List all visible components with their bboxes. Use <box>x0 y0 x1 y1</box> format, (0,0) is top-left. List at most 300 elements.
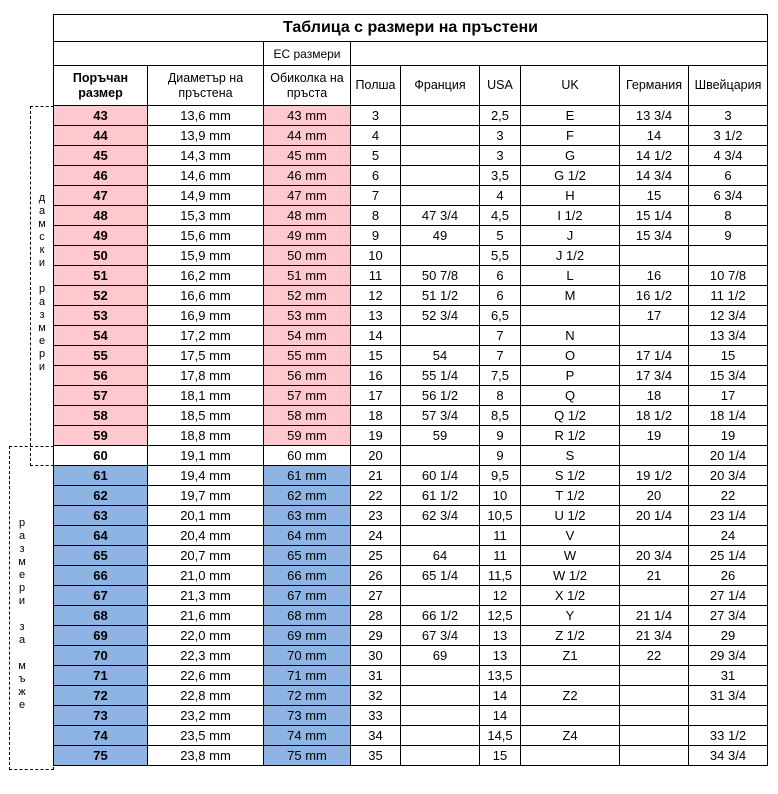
cell-uk: I 1/2 <box>521 206 620 226</box>
cell-germany <box>620 746 689 766</box>
cell-ordered-size: 63 <box>54 506 148 526</box>
cell-germany: 17 <box>620 306 689 326</box>
cell-ordered-size: 45 <box>54 146 148 166</box>
cell-diameter: 16,6 mm <box>148 286 264 306</box>
cell-germany <box>620 586 689 606</box>
cell-circumference: 67 mm <box>264 586 351 606</box>
cell-france <box>401 246 480 266</box>
cell-germany: 19 <box>620 426 689 446</box>
cell-uk: S 1/2 <box>521 466 620 486</box>
cell-circumference: 63 mm <box>264 506 351 526</box>
mens-label-char: з <box>19 543 25 555</box>
ladies-label-char: и <box>38 257 46 269</box>
table-row <box>54 146 768 166</box>
cell-uk: Q <box>521 386 620 406</box>
ladies-label-char: е <box>38 335 46 347</box>
cell-switzerland: 34 3/4 <box>689 746 768 766</box>
cell-diameter: 17,8 mm <box>148 366 264 386</box>
cell-diameter: 22,8 mm <box>148 686 264 706</box>
cell-diameter: 21,6 mm <box>148 606 264 626</box>
cell-circumference: 59 mm <box>264 426 351 446</box>
cell-switzerland: 29 3/4 <box>689 646 768 666</box>
cell-diameter: 21,3 mm <box>148 586 264 606</box>
cell-ordered-size: 60 <box>54 446 148 466</box>
cell-uk <box>521 666 620 686</box>
cell-diameter: 20,4 mm <box>148 526 264 546</box>
cell-germany: 16 1/2 <box>620 286 689 306</box>
cell-ordered-size: 64 <box>54 526 148 546</box>
ladies-label-char: к <box>39 244 45 256</box>
cell-poland: 4 <box>351 126 401 146</box>
cell-uk: R 1/2 <box>521 426 620 446</box>
table-row <box>54 386 768 406</box>
cell-france <box>401 586 480 606</box>
cell-poland: 28 <box>351 606 401 626</box>
cell-uk: X 1/2 <box>521 586 620 606</box>
cell-ordered-size: 73 <box>54 706 148 726</box>
ladies-label-char: с <box>39 231 45 243</box>
cell-uk <box>521 306 620 326</box>
cell-switzerland: 8 <box>689 206 768 226</box>
header-usa: USA <box>480 66 521 106</box>
cell-usa: 8,5 <box>480 406 521 426</box>
cell-germany: 18 1/2 <box>620 406 689 426</box>
ladies-label-char: м <box>38 322 46 334</box>
cell-ordered-size: 50 <box>54 246 148 266</box>
cell-poland: 30 <box>351 646 401 666</box>
cell-france: 52 3/4 <box>401 306 480 326</box>
cell-poland: 7 <box>351 186 401 206</box>
cell-france <box>401 326 480 346</box>
header-ordered-size: Поръчан размер <box>54 66 148 106</box>
cell-circumference: 49 mm <box>264 226 351 246</box>
cell-usa: 6,5 <box>480 306 521 326</box>
cell-poland: 31 <box>351 666 401 686</box>
cell-france: 66 1/2 <box>401 606 480 626</box>
cell-uk: Z1 <box>521 646 620 666</box>
cell-switzerland: 27 1/4 <box>689 586 768 606</box>
cell-diameter: 21,0 mm <box>148 566 264 586</box>
cell-switzerland: 33 1/2 <box>689 726 768 746</box>
cell-usa: 12,5 <box>480 606 521 626</box>
cell-circumference: 48 mm <box>264 206 351 226</box>
header-france: Франция <box>401 66 480 106</box>
cell-france: 50 7/8 <box>401 266 480 286</box>
cell-france <box>401 166 480 186</box>
cell-usa: 13 <box>480 646 521 666</box>
cell-germany <box>620 526 689 546</box>
cell-uk: F <box>521 126 620 146</box>
cell-germany: 21 1/4 <box>620 606 689 626</box>
cell-france <box>401 446 480 466</box>
cell-poland: 23 <box>351 506 401 526</box>
cell-poland: 12 <box>351 286 401 306</box>
mens-label-char: е <box>18 569 26 581</box>
cell-diameter: 19,7 mm <box>148 486 264 506</box>
cell-poland: 5 <box>351 146 401 166</box>
cell-poland: 6 <box>351 166 401 186</box>
table-row <box>54 706 768 726</box>
cell-usa: 7 <box>480 346 521 366</box>
table-row <box>54 726 768 746</box>
cell-france: 61 1/2 <box>401 486 480 506</box>
cell-poland: 33 <box>351 706 401 726</box>
cell-france: 49 <box>401 226 480 246</box>
cell-germany <box>620 726 689 746</box>
cell-france: 47 3/4 <box>401 206 480 226</box>
ladies-label-char: и <box>38 361 46 373</box>
cell-germany: 16 <box>620 266 689 286</box>
cell-france <box>401 526 480 546</box>
cell-ordered-size: 71 <box>54 666 148 686</box>
cell-usa: 8 <box>480 386 521 406</box>
cell-usa: 2,5 <box>480 106 521 126</box>
mens-label-char: р <box>18 517 26 529</box>
cell-germany: 15 1/4 <box>620 206 689 226</box>
cell-ordered-size: 68 <box>54 606 148 626</box>
cell-switzerland: 4 3/4 <box>689 146 768 166</box>
cell-diameter: 14,3 mm <box>148 146 264 166</box>
table-row <box>54 186 768 206</box>
cell-usa: 11,5 <box>480 566 521 586</box>
cell-diameter: 18,8 mm <box>148 426 264 446</box>
cell-uk: E <box>521 106 620 126</box>
cell-circumference: 55 mm <box>264 346 351 366</box>
cell-uk: O <box>521 346 620 366</box>
cell-france: 59 <box>401 426 480 446</box>
cell-uk: S <box>521 446 620 466</box>
cell-circumference: 44 mm <box>264 126 351 146</box>
cell-ordered-size: 65 <box>54 546 148 566</box>
cell-poland: 25 <box>351 546 401 566</box>
cell-circumference: 50 mm <box>264 246 351 266</box>
table-row <box>54 486 768 506</box>
cell-ordered-size: 48 <box>54 206 148 226</box>
cell-usa: 14 <box>480 706 521 726</box>
ladies-label-char: з <box>39 309 45 321</box>
cell-switzerland <box>689 246 768 266</box>
cell-usa: 10 <box>480 486 521 506</box>
cell-switzerland: 6 3/4 <box>689 186 768 206</box>
cell-france <box>401 706 480 726</box>
cell-germany: 14 1/2 <box>620 146 689 166</box>
cell-uk: L <box>521 266 620 286</box>
mens-label-char: е <box>18 699 26 711</box>
cell-ordered-size: 54 <box>54 326 148 346</box>
cell-diameter: 17,5 mm <box>148 346 264 366</box>
cell-germany: 17 1/4 <box>620 346 689 366</box>
table-row <box>54 506 768 526</box>
table-row <box>54 566 768 586</box>
table-row <box>54 466 768 486</box>
ladies-label-char: а <box>38 296 46 308</box>
cell-uk: H <box>521 186 620 206</box>
mens-label-char: м <box>18 660 26 672</box>
cell-ordered-size: 75 <box>54 746 148 766</box>
cell-poland: 26 <box>351 566 401 586</box>
cell-circumference: 53 mm <box>264 306 351 326</box>
cell-diameter: 19,4 mm <box>148 466 264 486</box>
cell-germany: 17 3/4 <box>620 366 689 386</box>
cell-diameter: 13,9 mm <box>148 126 264 146</box>
cell-ordered-size: 72 <box>54 686 148 706</box>
cell-switzerland: 15 <box>689 346 768 366</box>
cell-poland: 9 <box>351 226 401 246</box>
mens-label-char: р <box>18 582 26 594</box>
cell-usa: 12 <box>480 586 521 606</box>
table-row <box>54 746 768 766</box>
cell-circumference: 57 mm <box>264 386 351 406</box>
table-row <box>54 206 768 226</box>
cell-switzerland: 23 1/4 <box>689 506 768 526</box>
cell-france <box>401 686 480 706</box>
cell-uk: W <box>521 546 620 566</box>
cell-uk: Z2 <box>521 686 620 706</box>
cell-ordered-size: 44 <box>54 126 148 146</box>
table-row <box>54 326 768 346</box>
cell-poland: 21 <box>351 466 401 486</box>
cell-germany: 15 3/4 <box>620 226 689 246</box>
cell-circumference: 68 mm <box>264 606 351 626</box>
cell-diameter: 22,3 mm <box>148 646 264 666</box>
table-row <box>54 106 768 126</box>
cell-usa: 9,5 <box>480 466 521 486</box>
cell-ordered-size: 55 <box>54 346 148 366</box>
header-circumference: Обиколка на пръста <box>264 66 351 106</box>
cell-uk: Z 1/2 <box>521 626 620 646</box>
mens-label-char: ъ <box>18 673 26 685</box>
cell-uk: W 1/2 <box>521 566 620 586</box>
cell-france: 56 1/2 <box>401 386 480 406</box>
cell-switzerland: 27 3/4 <box>689 606 768 626</box>
cell-ordered-size: 43 <box>54 106 148 126</box>
cell-poland: 8 <box>351 206 401 226</box>
cell-france: 67 3/4 <box>401 626 480 646</box>
table-row <box>54 626 768 646</box>
header-diameter: Диаметър на пръстена <box>148 66 264 106</box>
cell-germany: 21 3/4 <box>620 626 689 646</box>
ladies-label-char: а <box>38 205 46 217</box>
cell-france <box>401 126 480 146</box>
ladies-label-char: р <box>38 283 46 295</box>
eu-spacer-cell <box>54 42 264 66</box>
cell-poland: 10 <box>351 246 401 266</box>
cell-usa: 9 <box>480 446 521 466</box>
cell-switzerland: 11 1/2 <box>689 286 768 306</box>
cell-ordered-size: 66 <box>54 566 148 586</box>
cell-diameter: 15,3 mm <box>148 206 264 226</box>
cell-ordered-size: 74 <box>54 726 148 746</box>
cell-poland: 3 <box>351 106 401 126</box>
cell-france <box>401 746 480 766</box>
cell-switzerland: 6 <box>689 166 768 186</box>
cell-ordered-size: 58 <box>54 406 148 426</box>
ladies-label-char: м <box>38 218 46 230</box>
cell-usa: 3 <box>480 126 521 146</box>
cell-circumference: 60 mm <box>264 446 351 466</box>
cell-ordered-size: 69 <box>54 626 148 646</box>
cell-switzerland: 20 1/4 <box>689 446 768 466</box>
table-row <box>54 666 768 686</box>
cell-switzerland: 22 <box>689 486 768 506</box>
cell-diameter: 20,1 mm <box>148 506 264 526</box>
cell-ordered-size: 49 <box>54 226 148 246</box>
cell-poland: 13 <box>351 306 401 326</box>
cell-ordered-size: 61 <box>54 466 148 486</box>
cell-circumference: 45 mm <box>264 146 351 166</box>
cell-diameter: 17,2 mm <box>148 326 264 346</box>
cell-poland: 20 <box>351 446 401 466</box>
cell-switzerland: 20 3/4 <box>689 466 768 486</box>
cell-switzerland <box>689 706 768 726</box>
cell-uk: Q 1/2 <box>521 406 620 426</box>
cell-switzerland: 26 <box>689 566 768 586</box>
table-row <box>54 646 768 666</box>
cell-poland: 35 <box>351 746 401 766</box>
table-row <box>54 586 768 606</box>
cell-ordered-size: 53 <box>54 306 148 326</box>
cell-circumference: 66 mm <box>264 566 351 586</box>
cell-diameter: 23,8 mm <box>148 746 264 766</box>
cell-uk <box>521 706 620 726</box>
table-row <box>54 446 768 466</box>
table-row <box>54 366 768 386</box>
cell-diameter: 16,2 mm <box>148 266 264 286</box>
cell-circumference: 47 mm <box>264 186 351 206</box>
cell-circumference: 56 mm <box>264 366 351 386</box>
cell-circumference: 64 mm <box>264 526 351 546</box>
cell-circumference: 75 mm <box>264 746 351 766</box>
ladies-label-char: р <box>38 348 46 360</box>
cell-usa: 14,5 <box>480 726 521 746</box>
cell-germany: 19 1/2 <box>620 466 689 486</box>
cell-usa: 11 <box>480 526 521 546</box>
cell-poland: 18 <box>351 406 401 426</box>
cell-diameter: 15,6 mm <box>148 226 264 246</box>
cell-poland: 27 <box>351 586 401 606</box>
cell-circumference: 54 mm <box>264 326 351 346</box>
cell-poland: 34 <box>351 726 401 746</box>
cell-germany <box>620 666 689 686</box>
cell-poland: 11 <box>351 266 401 286</box>
cell-diameter: 22,6 mm <box>148 666 264 686</box>
header-germany: Германия <box>620 66 689 106</box>
cell-ordered-size: 57 <box>54 386 148 406</box>
cell-diameter: 18,1 mm <box>148 386 264 406</box>
cell-france: 62 3/4 <box>401 506 480 526</box>
cell-poland: 19 <box>351 426 401 446</box>
cell-uk: Z4 <box>521 726 620 746</box>
cell-usa: 5,5 <box>480 246 521 266</box>
table-row <box>54 546 768 566</box>
cell-france <box>401 106 480 126</box>
cell-germany: 20 3/4 <box>620 546 689 566</box>
cell-ordered-size: 70 <box>54 646 148 666</box>
cell-ordered-size: 59 <box>54 426 148 446</box>
cell-usa: 4 <box>480 186 521 206</box>
cell-germany <box>620 246 689 266</box>
table-row <box>54 126 768 146</box>
cell-usa: 11 <box>480 546 521 566</box>
cell-switzerland: 29 <box>689 626 768 646</box>
cell-germany: 15 <box>620 186 689 206</box>
cell-poland: 32 <box>351 686 401 706</box>
table-row <box>54 406 768 426</box>
cell-diameter: 15,9 mm <box>148 246 264 266</box>
cell-circumference: 46 mm <box>264 166 351 186</box>
mens-label-char: и <box>18 595 26 607</box>
cell-uk: Y <box>521 606 620 626</box>
mens-label-char: а <box>18 634 26 646</box>
cell-switzerland: 3 1/2 <box>689 126 768 146</box>
cell-switzerland: 9 <box>689 226 768 246</box>
table-row <box>54 426 768 446</box>
cell-uk: M <box>521 286 620 306</box>
header-switzerland: Швейцария <box>689 66 768 106</box>
cell-diameter: 22,0 mm <box>148 626 264 646</box>
column-headers <box>54 66 768 106</box>
cell-circumference: 69 mm <box>264 626 351 646</box>
cell-circumference: 71 mm <box>264 666 351 686</box>
cell-germany <box>620 686 689 706</box>
cell-diameter: 16,9 mm <box>148 306 264 326</box>
cell-circumference: 61 mm <box>264 466 351 486</box>
cell-circumference: 70 mm <box>264 646 351 666</box>
cell-switzerland: 31 <box>689 666 768 686</box>
ladies-sizes-label <box>34 192 50 374</box>
cell-uk: G 1/2 <box>521 166 620 186</box>
cell-france: 69 <box>401 646 480 666</box>
cell-uk: T 1/2 <box>521 486 620 506</box>
table-row <box>54 346 768 366</box>
cell-uk: U 1/2 <box>521 506 620 526</box>
cell-ordered-size: 46 <box>54 166 148 186</box>
cell-switzerland: 25 1/4 <box>689 546 768 566</box>
cell-uk: N <box>521 326 620 346</box>
table-row <box>54 606 768 626</box>
cell-france: 65 1/4 <box>401 566 480 586</box>
eu-spacer-cell-right <box>351 42 768 66</box>
mens-label-char: ж <box>18 686 26 698</box>
ring-size-table <box>53 14 768 766</box>
cell-ordered-size: 56 <box>54 366 148 386</box>
cell-usa: 5 <box>480 226 521 246</box>
header-poland: Полша <box>351 66 401 106</box>
cell-circumference: 65 mm <box>264 546 351 566</box>
cell-switzerland: 19 <box>689 426 768 446</box>
cell-ordered-size: 47 <box>54 186 148 206</box>
cell-usa: 13,5 <box>480 666 521 686</box>
cell-germany <box>620 446 689 466</box>
cell-diameter: 19,1 mm <box>148 446 264 466</box>
cell-uk: P <box>521 366 620 386</box>
cell-poland: 24 <box>351 526 401 546</box>
cell-usa: 3,5 <box>480 166 521 186</box>
cell-poland: 14 <box>351 326 401 346</box>
cell-usa: 7,5 <box>480 366 521 386</box>
cell-usa: 7 <box>480 326 521 346</box>
cell-diameter: 23,5 mm <box>148 726 264 746</box>
cell-germany: 22 <box>620 646 689 666</box>
cell-diameter: 23,2 mm <box>148 706 264 726</box>
cell-france <box>401 726 480 746</box>
table-row <box>54 306 768 326</box>
cell-poland: 17 <box>351 386 401 406</box>
cell-circumference: 74 mm <box>264 726 351 746</box>
cell-poland: 22 <box>351 486 401 506</box>
cell-diameter: 18,5 mm <box>148 406 264 426</box>
cell-circumference: 58 mm <box>264 406 351 426</box>
